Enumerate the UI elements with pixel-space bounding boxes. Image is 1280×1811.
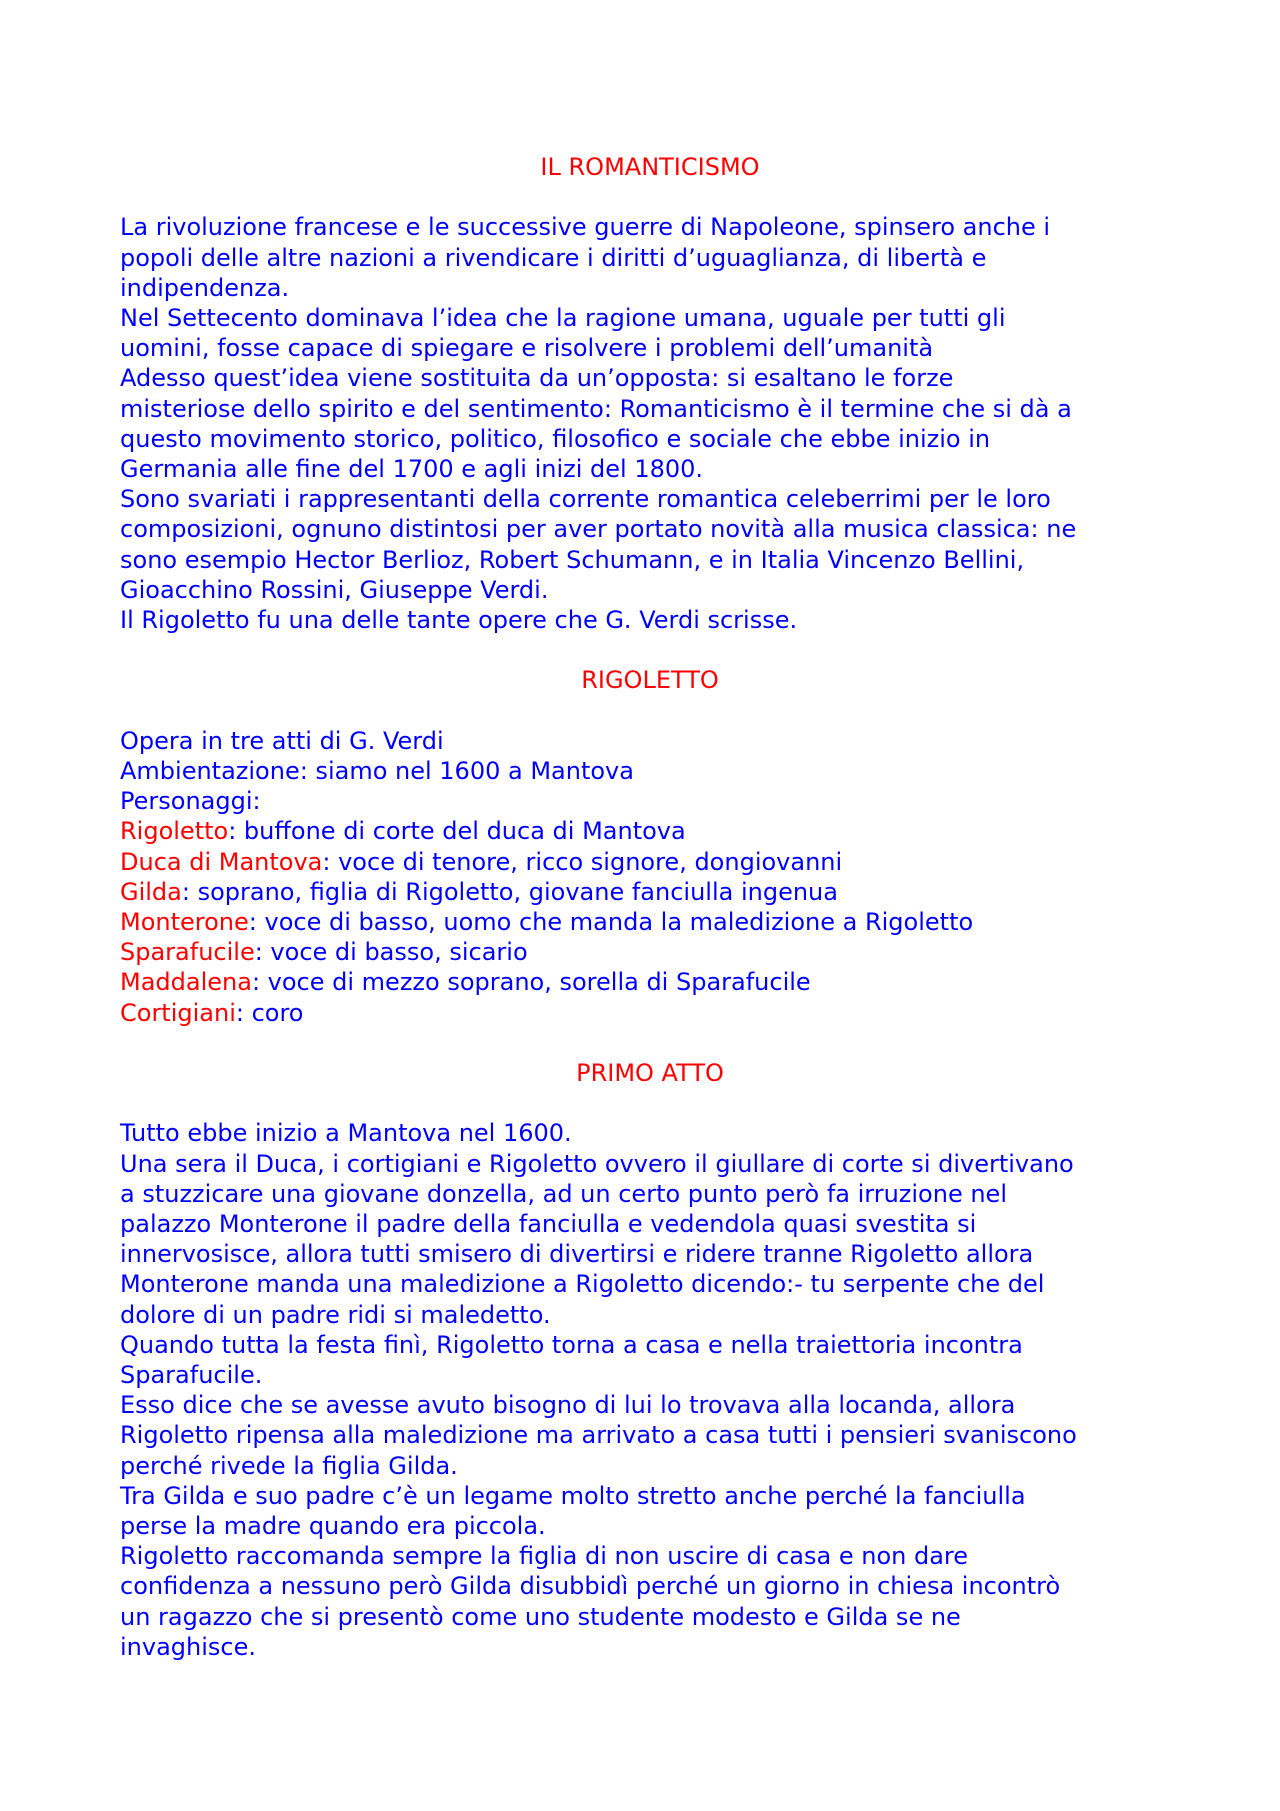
- text-line: Gioacchino Rossini, Giuseppe Verdi.: [120, 575, 549, 604]
- document-page: [120, 152, 1180, 1662]
- text-line: innervosisce, allora tutti smisero di divertirsi e ridere tranne Rigoletto allora: [120, 1240, 1034, 1269]
- text-line: a stuzzicare una giovane donzella, ad un certo punto però fa irruzione nel: [120, 1179, 1007, 1208]
- character-item: [120, 877, 1180, 907]
- text-line: La rivoluzione francese e le successive guerre di Napoleone, spinsero anche i: [120, 213, 1051, 242]
- character-desc: : buffone di corte del duca di Mantova: [228, 817, 686, 846]
- text-line: Sono svariati i rappresentanti della corrente romantica celeberrimi per le loro: [120, 485, 1051, 514]
- text-line: Nel Settecento dominava l’idea che la ragione umana, uguale per tutti gli: [120, 304, 1006, 332]
- spacer: [120, 696, 1180, 726]
- text-line: misteriose dello spirito e del sentimento: Romanticismo è il termine che si dà a: [120, 394, 1072, 423]
- character-name: Gilda: [120, 877, 182, 906]
- character-name: Sparafucile: [120, 938, 255, 967]
- text-line: un ragazzo che si presentò come uno studente modesto e Gilda se ne: [120, 1602, 961, 1631]
- text-line: Il Rigoletto fu una delle tante opere che G. Verdi scrisse.: [120, 606, 798, 635]
- text-line: confidenza a nessuno però Gilda disubbidì perché un giorno in chiesa incontrò: [120, 1572, 1061, 1601]
- text-line: Una sera il Duca, i cortigiani e Rigoletto ovvero il giullare di corte si divertivano: [120, 1149, 1074, 1178]
- text-line: sono esempio Hector Berlioz, Robert Schumann, e in Italia Vincenzo Bellini,: [120, 545, 1025, 574]
- text-line: Ambientazione: siamo nel 1600 a Mantova: [120, 757, 634, 786]
- text-line: perché rivede la figlia Gilda.: [120, 1451, 458, 1480]
- text-line: uomini, fosse capace di spiegare e risolvere i problemi dell’umanità: [120, 334, 934, 363]
- text-line: perse la madre quando era piccola.: [120, 1512, 546, 1541]
- character-desc: : voce di basso, uomo che manda la maledizione a Rigoletto: [248, 908, 974, 937]
- character-name: Cortigiani: [120, 998, 236, 1027]
- text-line: Tra Gilda e suo padre c’è un legame molto stretto anche perché la fanciulla: [120, 1481, 1026, 1510]
- paragraph-romanticismo: [120, 212, 1180, 635]
- character-list: [120, 816, 1180, 1027]
- heading-rigoletto: RIGOLETTO: [581, 666, 719, 695]
- spacer: [120, 635, 1180, 665]
- text-line: composizioni, ognuno distintosi per aver portato novità alla musica classica: ne: [120, 515, 1077, 544]
- text-line: indipendenza.: [120, 273, 290, 302]
- character-name: Rigoletto: [120, 817, 229, 846]
- text-line: Sparafucile.: [120, 1361, 263, 1390]
- text-line: Opera in tre atti di G. Verdi: [120, 726, 444, 755]
- character-desc: : voce di tenore, ricco signore, dongiovanni: [322, 847, 843, 876]
- character-desc: : coro: [235, 998, 304, 1027]
- text-line: Adesso quest’idea viene sostituita da un’opposta: si esaltano le forze: [120, 364, 954, 393]
- text-line: Monterone manda una maledizione a Rigoletto dicendo:- tu serpente che del: [120, 1270, 1045, 1299]
- text-line: Rigoletto raccomanda sempre la figlia di non uscire di casa e non dare: [120, 1542, 969, 1571]
- character-name: Duca di Mantova: [120, 847, 323, 876]
- character-item: [120, 907, 1180, 937]
- text-line: Quando tutta la festa finì, Rigoletto torna a casa e nella traiettoria incontra: [120, 1330, 1023, 1359]
- heading-romanticismo: IL ROMANTICISMO: [540, 153, 760, 181]
- text-line: popoli delle altre nazioni a rivendicare i diritti d’uguaglianza, di libertà e: [120, 243, 987, 272]
- text-line: invaghisce.: [120, 1632, 256, 1661]
- character-item: [120, 937, 1180, 967]
- spacer: [120, 1088, 1180, 1118]
- text-line: dolore di un padre ridi si maledetto.: [120, 1300, 551, 1329]
- character-name: Maddalena: [120, 968, 252, 997]
- text-line: Tutto ebbe inizio a Mantova nel 1600.: [120, 1119, 572, 1148]
- text-line: Germania alle fine del 1700 e agli inizi del 1800.: [120, 455, 704, 484]
- character-name: Monterone: [120, 908, 249, 937]
- paragraph-primo-atto: [120, 1118, 1180, 1662]
- character-item: [120, 998, 1180, 1028]
- heading-primo-atto: PRIMO ATTO: [576, 1059, 724, 1088]
- text-line: Personaggi:: [120, 787, 261, 816]
- text-line: Rigoletto ripensa alla maledizione ma arrivato a casa tutti i pensieri svaniscono: [120, 1421, 1077, 1450]
- spacer: [120, 182, 1180, 212]
- character-desc: : voce di basso, sicario: [254, 938, 528, 967]
- character-item: [120, 816, 1180, 846]
- character-item: [120, 847, 1180, 877]
- text-line: palazzo Monterone il padre della fanciulla e vedendola quasi svestita si: [120, 1210, 977, 1239]
- spacer: [120, 1028, 1180, 1058]
- character-desc: : soprano, figlia di Rigoletto, giovane fanciulla ingenua: [181, 877, 838, 906]
- paragraph-rigoletto: [120, 726, 1180, 817]
- text-line: questo movimento storico, politico, filosofico e sociale che ebbe inizio in: [120, 424, 991, 453]
- character-desc: : voce di mezzo soprano, sorella di Sparafucile: [251, 968, 811, 997]
- text-line: Esso dice che se avesse avuto bisogno di lui lo trovava alla locanda, allora: [120, 1391, 1016, 1420]
- character-item: [120, 967, 1180, 997]
